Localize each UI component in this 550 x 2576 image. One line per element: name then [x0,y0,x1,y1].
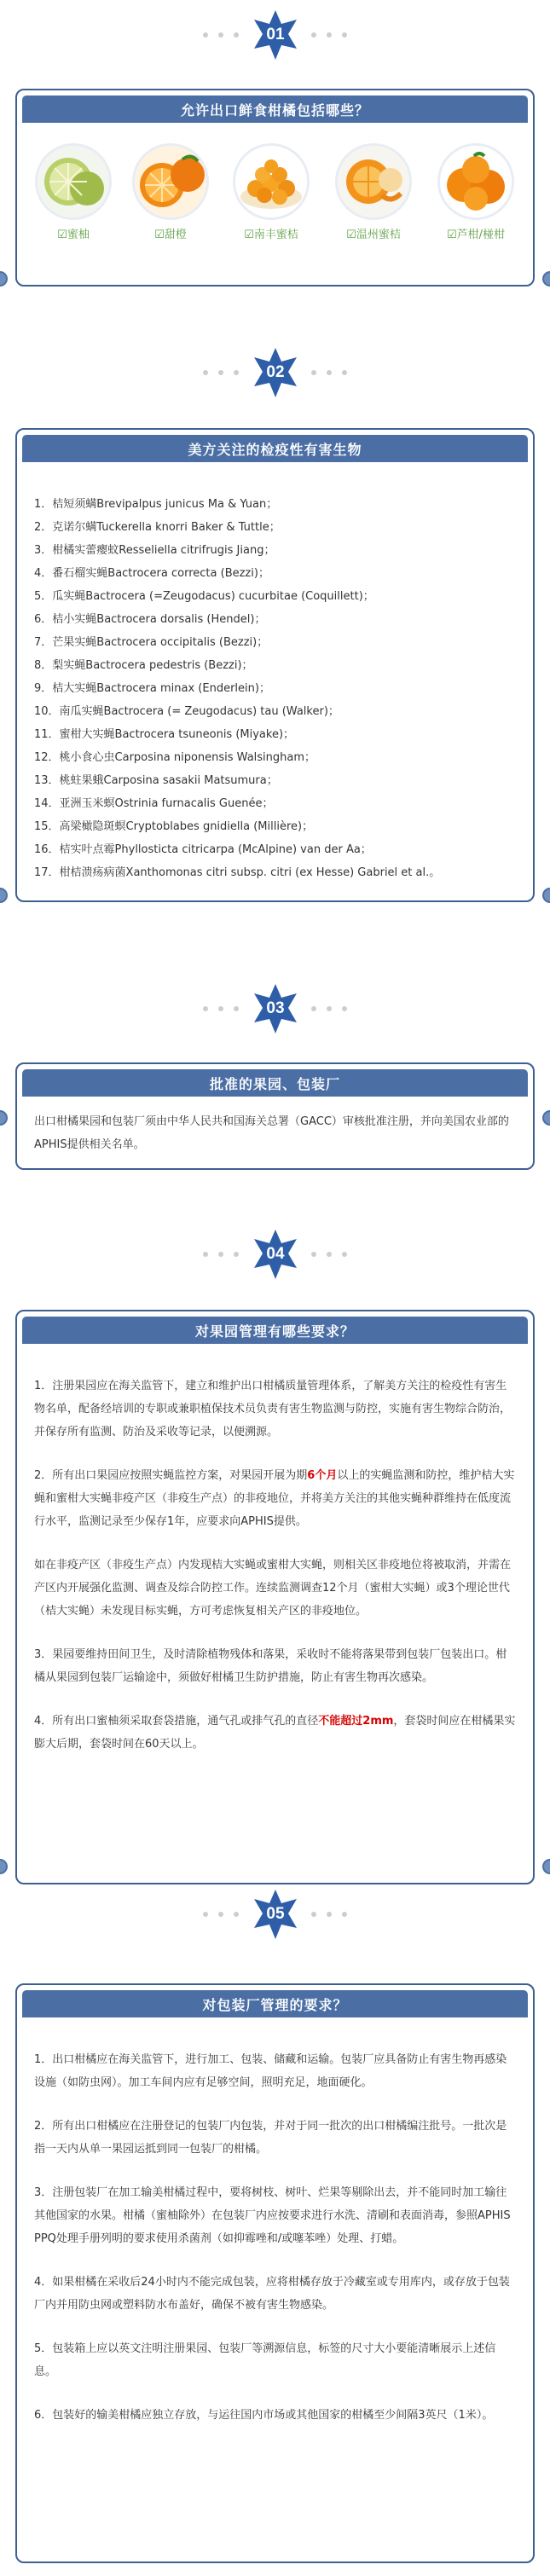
section-card-fruits [15,89,535,287]
fruit-orange [130,143,211,241]
section-card-approved [15,1062,535,1170]
section-title: 对果园管理有哪些要求？ [22,1317,528,1344]
section-3-text: 出口柑橘果园和包装厂须由中华人民共和国海关总署（GACC）审核批准注册，并向美国农业部的APHIS提供相关名单。 [34,1115,509,1151]
pest-list [34,493,516,884]
fruit-label: ☑芦柑/椪柑 [446,229,506,241]
requirement-paragraph: 4．所有出口蜜柚须采取套袋措施，通气孔或排气孔的直径不能超过2mm，套袋时间应在柑橘果实膨大后期，套袋时间在60天以上。 [34,1715,516,1751]
star-icon [249,346,302,399]
fruit-ponkan [435,143,517,241]
list-item: 15．高梁橄隐斑螟Cryptoblabes gnidiella (Millière)； [34,820,314,833]
star-icon [249,1888,302,1941]
list-item: 12．桃小食心虫Carposina niponensis Walsingham； [34,751,316,764]
section-number: 01 [266,26,285,43]
section-badge-05 [0,1888,550,1939]
card-edge-dot [542,888,550,903]
card-edge-dot [0,888,8,903]
list-item: 3．柑橘实蕾瘿蚊Resseliella citrifrugis Jiang； [34,544,275,557]
section-badge-02 [0,346,550,397]
list-item: 4．番石榴实蝇Bactrocera correcta (Bezzi)； [34,567,269,580]
card-edge-dot [542,271,550,287]
fruit-pomelo [32,143,114,241]
requirement-paragraph: 如在非疫产区（非疫生产点）内发现桔大实蝇或蜜柑大实蝇，则相关区非疫地位将被取消，并需在产区内开展强化监测、调查及综合防控工作。连续监测调查12个月（蜜柑大实蝇）或3个理论世代（桔大实蝇）未发现目标实蝇，方可考虑恢复相关产区的非疫地位。 [34,1559,512,1618]
section-title: 批准的果园、包装厂 [22,1069,528,1097]
star-icon [249,9,302,61]
requirement-paragraph: 4．如果柑橘在采收后24小时内不能完成包装，应将柑橘存放于冷藏室或专用库内，或存放于包装厂内并用防虫网或塑料防水布盖好，确保不被有害生物感染。 [34,2276,510,2312]
fruit-wenzhou-tangerine [333,143,414,241]
orchard-requirements [34,1375,516,1776]
requirement-paragraph: 1．注册果园应在海关监管下，建立和维护出口柑橘质量管理体系，了解美方关注的检疫性有害生物名单，配备经培训的专职或兼职植保技术员负责有害生物监测与防控，实施有害生物综合防治，并保存所有监测、防治及采收等记录，以便溯源。 [34,1380,512,1439]
fruit-nanfeng-tangerine [230,143,312,241]
list-item: 14．亚洲玉米螟Ostrinia furnacalis Guenée； [34,797,274,810]
list-item: 9．桔大实蝇Bactrocera minax (Enderlein)； [34,682,270,695]
section-card-pests [15,428,535,902]
ponkan-image [437,143,514,220]
list-item: 11．蜜柑大实蝇Bactrocera tsuneonis (Miyake)； [34,728,295,741]
list-item: 8．梨实蝇Bactrocera pedestris (Bezzi)； [34,659,253,672]
wenzhou-tangerine-image [335,143,412,220]
section-badge-04 [0,1228,550,1279]
card-edge-dot [542,1110,550,1126]
requirement-paragraph: 6．包装好的输美柑橘应独立存放，与运往国内市场或其他国家的柑橘至少间隔3英尺（1米）。 [34,2409,494,2422]
fruit-label: ☑蜜柚 [57,229,90,241]
list-item: 7．芒果实蝇Bactrocera occipitalis (Bezzi)； [34,636,269,649]
section-title: 美方关注的检疫性有害生物 [22,435,528,462]
requirement-paragraph: 2．所有出口柑橘应在注册登记的包装厂内包装，并对于同一批次的出口柑橘编注批号。一批次是指一天内从单一果园运抵到同一包装厂的柑橘。 [34,2120,507,2156]
list-item: 2．克诺尔螨Tuckerella knorri Baker & Tuttle； [34,521,281,534]
section-badge-01 [0,9,550,60]
card-edge-dot [542,1859,550,1874]
section-title: 允许出口鲜食柑橘包括哪些？ [22,96,528,123]
section-number: 02 [266,363,285,381]
list-item: 10．南瓜实蝇Bactrocera (= Zeugodacus) tau (Walker)； [34,705,339,718]
list-item: 5．瓜实蝇Bactrocera (=Zeugodacus) cucurbitae (Coquillett)； [34,590,374,603]
list-item: 6．桔小实蝇Bactrocera dorsalis (Hendel)； [34,613,266,626]
section-number: 03 [266,999,285,1017]
star-icon [249,982,302,1035]
packing-requirements [34,2048,516,2447]
fruit-label: ☑温州蜜桔 [346,229,401,241]
card-edge-dot [0,1110,8,1126]
list-item: 17．柑桔溃疡病菌Xanthomonas citri subsp. citri (ex Hesse) Gabriel et al.。 [34,866,441,879]
requirement-paragraph: 3．果园要维持田间卫生，及时清除植物残体和落果，采收时不能将落果带到包装厂包装出口。柑橘从果园到包装厂运输途中，须做好柑橘卫生防护措施，防止有害生物再次感染。 [34,1648,507,1684]
requirement-paragraph: 5．包装箱上应以英文注明注册果园、包装厂等溯源信息，标签的尺寸大小要能清晰展示上述信息。 [34,2342,496,2378]
nanfeng-tangerine-image [233,143,310,220]
star-icon [249,1228,302,1281]
list-item: 1．桔短须螨Brevipalpus junicus Ma & Yuan； [34,498,278,511]
pomelo-image [35,143,112,220]
card-edge-dot [0,271,8,287]
requirement-paragraph: 1．出口柑橘应在海关监管下，进行加工、包装、储藏和运输。包装厂应具备防止有害生物再感染设施（如防虫网）。加工车间内应有足够空间，照明充足，地面硬化。 [34,2053,507,2089]
orange-image [132,143,209,220]
list-item: 13．桃蛀果蛾Carposina sasakii Matsumura； [34,774,278,787]
section-badge-03 [0,982,550,1033]
section-card-packing [15,1983,535,2563]
list-item: 16．桔实叶点霉Phyllosticta citricarpa (McAlpine) van der Aa； [34,843,372,856]
card-edge-dot [0,1859,8,1874]
section-number: 05 [266,1905,285,1923]
fruit-label: ☑甜橙 [154,229,187,241]
requirement-paragraph: 3．注册包装厂在加工输美柑橘过程中，要将树枝、树叶、烂果等剔除出去，并不能同时加工输往其他国家的水果。柑橘（蜜柚除外）在包装厂内应按要求进行水洗、清刷和表面消毒，参照APHIS PPQ处理手册列明的要求使用杀菌剂（如抑霉唑和/或噻苯唑）处理、打蜡。 [34,2186,511,2245]
fruit-label: ☑南丰蜜桔 [244,229,298,241]
section-title: 对包装厂管理的要求？ [22,1990,528,2017]
requirement-paragraph: 2．所有出口果园应按照实蝇监控方案，对果园开展为期6个月以上的实蝇监测和防控，维护桔大实蝇和蜜柑大实蝇非疫产区（非疫生产点）的非疫地位，并将美方关注的其他实蝇种群维持在低度流行水平，监测记录至少保存1年，应要求向APHIS提供。 [34,1469,515,1528]
section-number: 04 [266,1245,285,1263]
section-card-orchard [15,1310,535,1884]
